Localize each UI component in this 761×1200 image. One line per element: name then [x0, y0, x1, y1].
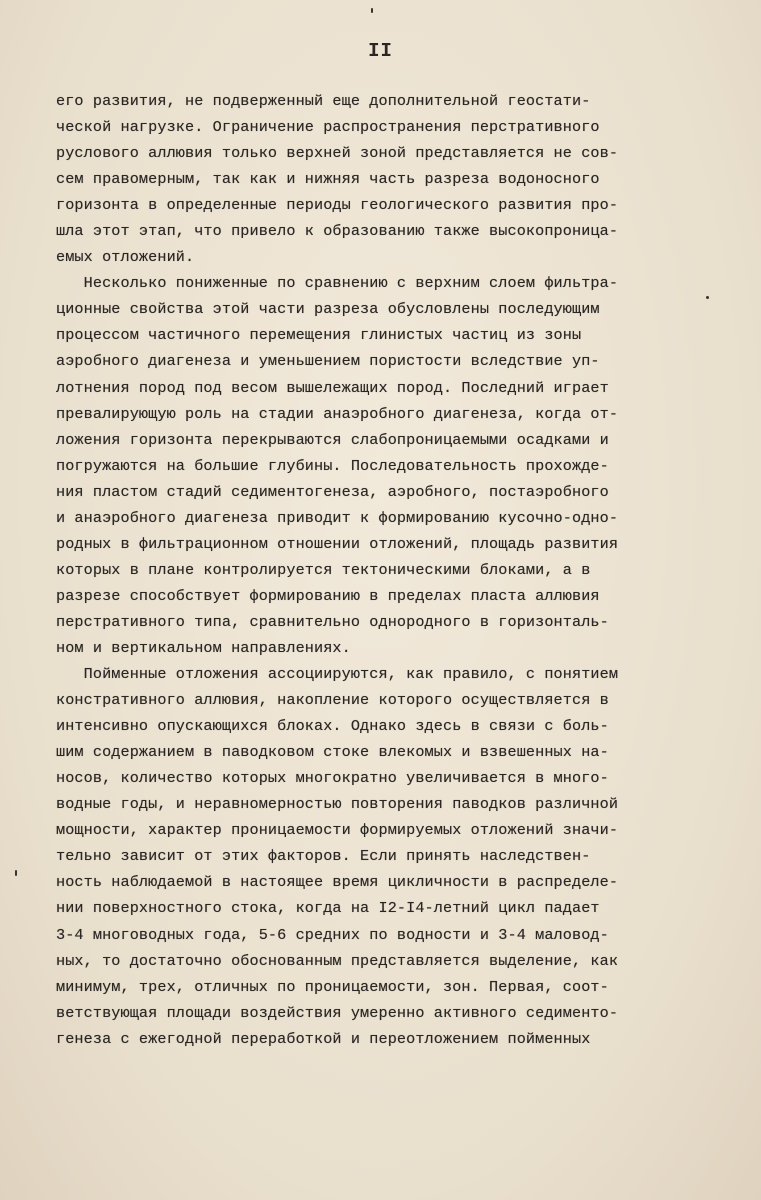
text-line: ложения горизонта перекрываются слабопроницаемыми осадками и: [56, 430, 609, 449]
text-line: ветствующая площади воздействия умеренно активного седименто-: [56, 1003, 619, 1022]
paragraph: [56, 270, 706, 661]
text-line: которых в плане контролируется тектоническими блоками, а в: [56, 560, 591, 579]
ink-speck: [706, 296, 709, 299]
text-line: ния пластом стадий седиментогенеза, аэробного, постаэробного: [56, 482, 609, 501]
body-text: [56, 88, 706, 1052]
text-line: его развития, не подверженный еще дополнительной геостати-: [56, 92, 591, 110]
text-line: ционные свойства этой части разреза обусловлены последующим: [56, 300, 600, 319]
text-line: перстративного типа, сравнительно однородного в горизонталь-: [56, 612, 609, 631]
text-line: минимум, трех, отличных по проницаемости, зон. Первая, соот-: [56, 977, 609, 996]
text-line: процессом частичного перемещения глинистых частиц из зоны: [56, 326, 582, 345]
text-line: разрезе способствует формированию в пределах пласта аллювия: [56, 586, 600, 605]
text-line: генеза с ежегодной переработкой и переотложением пойменных: [56, 1029, 591, 1048]
text-line: ность наблюдаемой в настоящее время цикличности в распределе-: [56, 873, 619, 892]
text-line: и анаэробного диагенеза приводит к формированию кусочно-одно-: [56, 508, 619, 527]
text-line: превалирующую роль на стадии анаэробного диагенеза, когда от-: [56, 404, 619, 423]
text-line: шим содержанием в паводковом стоке влекомых и взвешенных на-: [56, 743, 609, 762]
text-line: шла этот этап, что привело к образованию также высокопроница-: [56, 222, 619, 241]
text-line: мощности, характер проницаемости формируемых отложений значи-: [56, 821, 619, 840]
text-line: тельно зависит от этих факторов. Если принять наследствен-: [56, 847, 591, 866]
text-line: сем правомерным, так как и нижняя часть разреза водоносного: [56, 170, 600, 189]
text-line: констративного аллювия, накопление которого осуществляется в: [56, 691, 609, 710]
paragraph: [56, 661, 706, 1052]
text-line: емых отложений.: [56, 248, 195, 267]
text-line: погружаются на большие глубины. Последовательность прохожде-: [56, 456, 609, 475]
page-number: II: [368, 40, 393, 62]
text-line: интенсивно опускающихся блоках. Однако здесь в связи с боль-: [56, 717, 609, 736]
text-line: горизонта в определенные периоды геологического развития про-: [56, 196, 619, 215]
text-line: водные годы, и неравномерностью повторения паводков различной: [56, 795, 619, 814]
ink-speck: [15, 870, 17, 876]
text-line: Пойменные отложения ассоциируются, как правило, с понятием: [56, 665, 619, 684]
ink-speck: [371, 8, 373, 13]
text-line: аэробного диагенеза и уменьшением пористости вследствие уп-: [56, 352, 600, 371]
text-line: Несколько пониженные по сравнению с верхним слоем фильтра-: [56, 274, 619, 293]
text-line: нии поверхностного стока, когда на I2-I4-летний цикл падает: [56, 899, 600, 918]
text-line: родных в фильтрационном отношении отложений, площадь развития: [56, 534, 619, 553]
text-line: 3-4 многоводных года, 5-6 средних по водности и 3-4 маловод-: [56, 925, 609, 944]
text-line: ном и вертикальном направлениях.: [56, 638, 351, 657]
text-line: руслового аллювия только верхней зоной представляется не сов-: [56, 144, 619, 163]
text-line: ческой нагрузке. Ограничение распространения перстративного: [56, 118, 600, 137]
paragraph: [56, 88, 706, 270]
text-line: носов, количество которых многократно увеличивается в много-: [56, 769, 609, 788]
text-line: ных, то достаточно обоснованным представляется выделение, как: [56, 951, 619, 970]
text-line: лотнения пород под весом вышележащих пород. Последний играет: [56, 378, 609, 397]
